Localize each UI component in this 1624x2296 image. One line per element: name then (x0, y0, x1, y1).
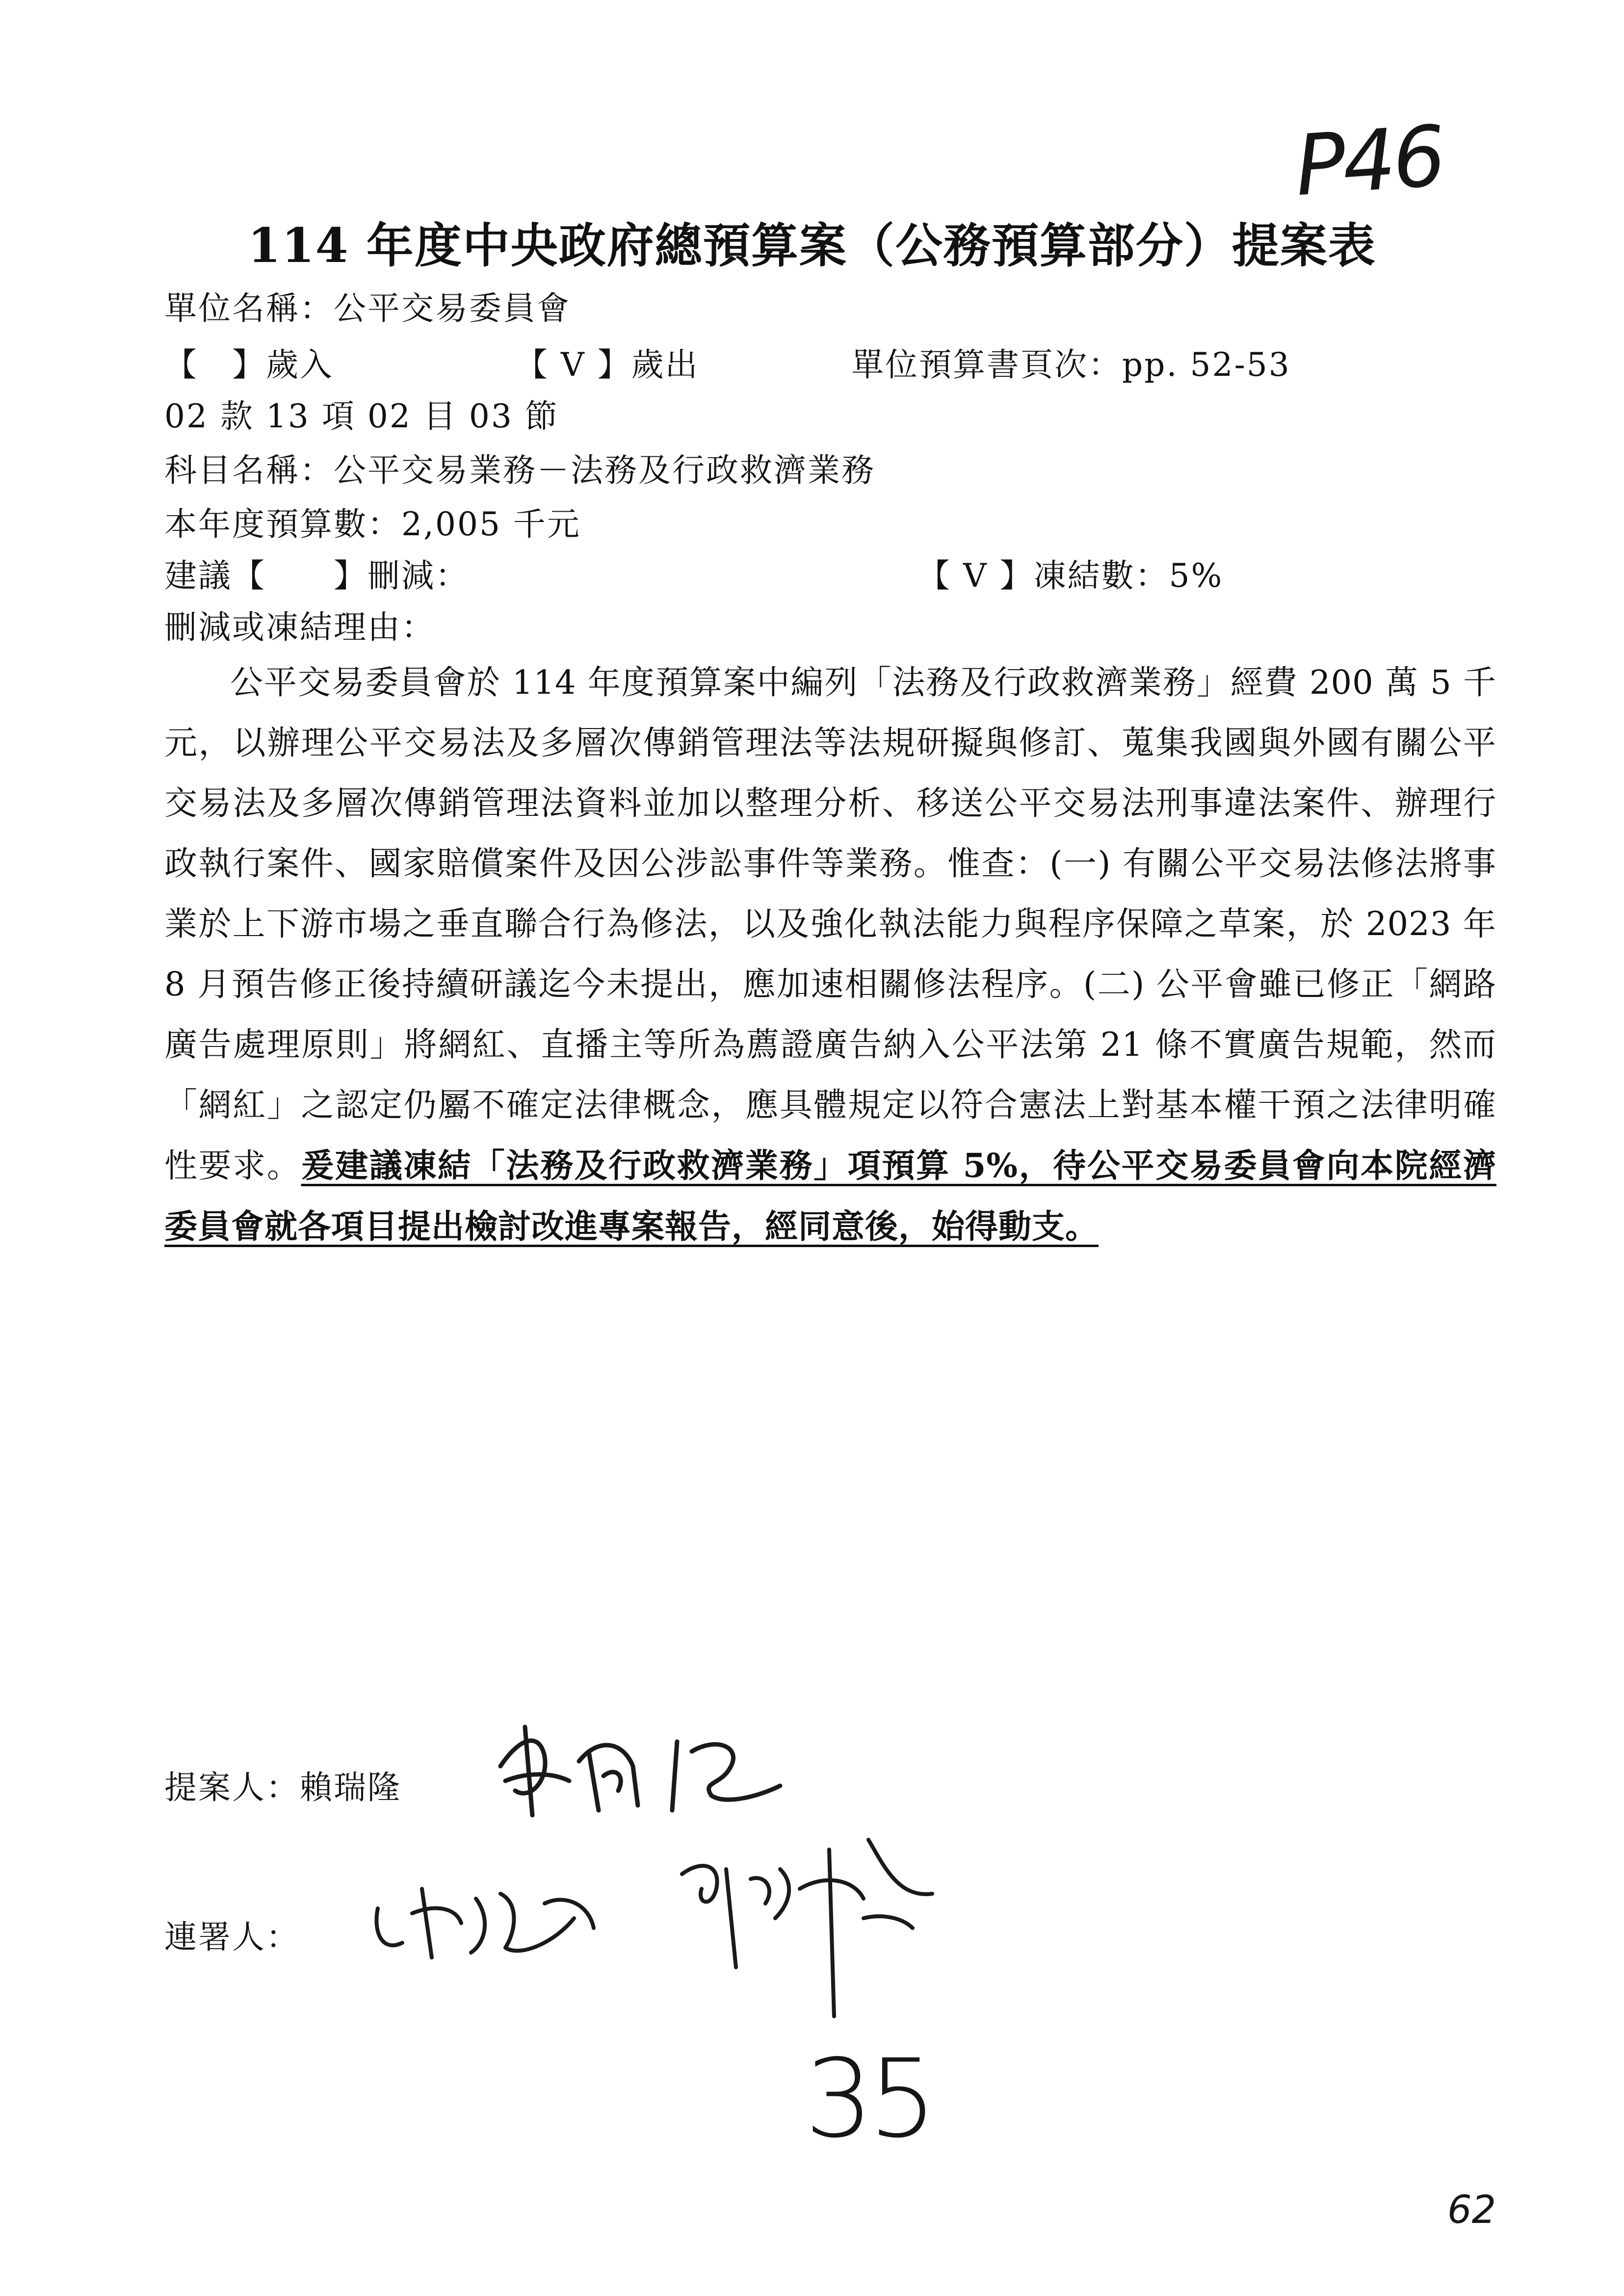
budget-classification: 02 款 13 項 02 目 03 節 (164, 397, 559, 435)
budget-pages: 單位預算書頁次：pp. 52-53 (851, 346, 1291, 384)
reason-conclusion: 爰建議凍結「法務及行政救濟業務」項預算 5%，待公平交易委員會向本院經濟委員會就各項目提出檢討改進專案報告，經同意後，始得動支。 (164, 1146, 1497, 1246)
unit-name: 單位名稱：公平交易委員會 (164, 289, 571, 327)
revenue-checkbox: 【 】歲入 (164, 346, 334, 384)
reason-label: 刪減或凍結理由： (164, 608, 435, 646)
proposal-cut: 建議【 】刪減： (164, 557, 469, 595)
cosigner-signature-2 (667, 1820, 942, 2026)
handwritten-document-number: 35 (805, 2036, 932, 2162)
budget-amount: 本年度預算數：2,005 千元 (164, 505, 581, 543)
expenditure-checkbox: 【 V 】歲出 (515, 346, 699, 384)
subject-name: 科目名稱：公平交易業務－法務及行政救濟業務 (164, 451, 875, 489)
proposer-signature (486, 1707, 790, 1825)
reason-body: 公平交易委員會於 114 年度預算案中編列「法務及行政救濟業務」經費 200 萬 5 千元，以辦理公平交易法及多層次傳銷管理法等法規研擬與修訂、蒐集我國與外國有關公平交易法及多層次傳銷管理法資料並加以整理分析、移送公平交易法刑事違法案件、辦理行政執行案件、國家賠償案件及因公涉訟事件等業務。惟查：(一) 有關公平交易法修法將事業於上下游市場之垂直聯合行為修法，以及強化執法能力與程序保障之草案，於 2023 年 8 月預告修正後持續研議迄今未提出，應加速相關修法程序。(二) 公平會雖已修正「網路廣告處理原則」將網紅、直播主等所為薦證廣告納入公平法第 21 條不實廣告規範，然而「網紅」之認定仍屬不確定法律概念，應具體規定以符合憲法上對基本權干預之法律明確性要求。 (164, 663, 1496, 1185)
cosigner-signature-1 (358, 1859, 613, 1972)
proposer-label: 提案人：賴瑞隆 (164, 1769, 401, 1806)
cosigner-label: 連署人： (164, 1918, 300, 1956)
proposal-freeze: 【 V 】凍結數：5% (917, 557, 1224, 595)
reason-paragraph (164, 652, 1496, 1257)
form-title: 114 年度中央政府總預算案（公務預算部分）提案表 (248, 218, 1376, 273)
handwritten-corner-mark: 62 (1447, 2188, 1496, 2232)
handwritten-page-mark: P46 (1292, 107, 1446, 215)
